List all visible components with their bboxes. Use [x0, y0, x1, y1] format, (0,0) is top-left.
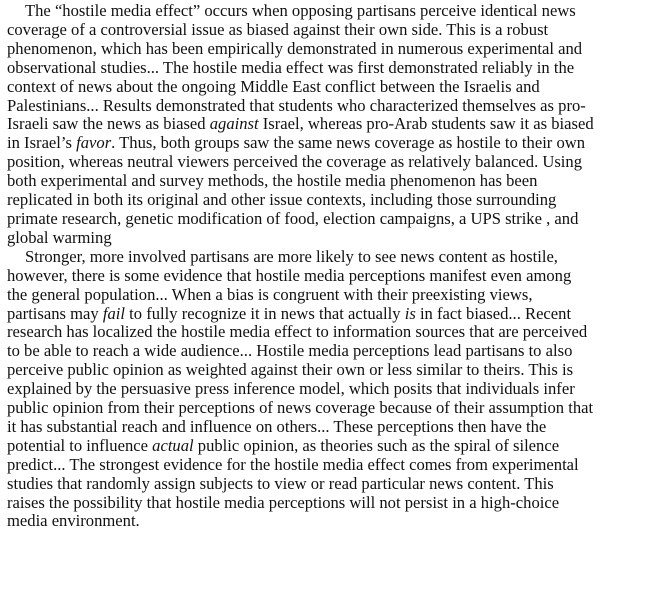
text-run: public opinion from their perceptions of news coverage because of their assumption that: [7, 398, 594, 418]
text-run: partisans may: [7, 303, 103, 323]
text-run: in Israel’s: [7, 133, 77, 153]
text-run: observational studies... The hostile media effect was first demonstrated reliably in the: [7, 57, 575, 77]
text-line: [7, 361, 665, 380]
text-line: [7, 512, 665, 531]
text-line: [7, 153, 665, 172]
text-line: [7, 210, 665, 229]
text-run: position, whereas neutral viewers perceived the coverage as relatively balanced. Using: [7, 152, 583, 172]
text-run: Israeli saw the news as biased: [7, 114, 210, 134]
text-line: [7, 342, 665, 361]
text-line: [7, 475, 665, 494]
text-run: to be able to reach a wide audience... Hostile media perceptions lead partisans to also: [7, 341, 573, 361]
emphasized-text: is: [404, 303, 416, 323]
text-line: [7, 418, 665, 437]
emphasized-text: actual: [152, 435, 194, 455]
text-run: coverage of a controversial issue as biased against their own side. This is a robust: [7, 19, 549, 39]
text-run: studies that randomly assign subjects to view or read particular news content. This: [7, 473, 554, 493]
text-line: [7, 380, 665, 399]
paragraph-hostile-media-definition: [7, 2, 665, 248]
text-run: Palestinians... Results demonstrated that students who characterized themselves as pro-: [7, 95, 586, 115]
text-line: [7, 229, 665, 248]
text-run: research has localized the hostile media effect to information sources that are perceived: [7, 322, 588, 342]
text-run: predict... The strongest evidence for the hostile media effect comes from experimental: [7, 454, 579, 474]
text-run: public opinion, as theories such as the spiral of silence: [193, 435, 560, 455]
paragraph-partisan-involvement: [7, 248, 665, 532]
text-line: [7, 40, 665, 59]
text-run: the general population... When a bias is congruent with their preexisting views,: [7, 284, 533, 304]
text-run: Israel, whereas pro-Arab students saw it as biased: [258, 114, 594, 134]
text-line: [7, 21, 665, 40]
text-line: [7, 456, 665, 475]
text-run: global warming: [7, 227, 112, 247]
text-run: in fact biased... Recent: [415, 303, 572, 323]
text-line: [7, 323, 665, 342]
text-run: context of news about the ongoing Middle East conflict between the Israelis and: [7, 76, 540, 96]
emphasized-text: against: [209, 114, 259, 134]
text-line: [7, 305, 665, 324]
text-line: [7, 172, 665, 191]
text-line: [7, 134, 665, 153]
text-run: perceive public opinion as weighted against their own or less similar to theirs. This is: [7, 360, 574, 380]
text-run: however, there is some evidence that hostile media perceptions manifest even among: [7, 265, 572, 285]
text-run: it has substantial reach and influence on others... These perceptions then have the: [7, 416, 547, 436]
text-run: to fully recognize it in news that actually: [125, 303, 405, 323]
text-run: The “hostile media effect” occurs when opposing partisans perceive identical news: [25, 1, 576, 20]
emphasized-text: fail: [102, 303, 125, 323]
text-line: [7, 78, 665, 97]
text-line: [7, 494, 665, 513]
text-run: phenomenon, which has been empirically demonstrated in numerous experimental and: [7, 38, 583, 58]
text-line: [7, 286, 665, 305]
text-run: potential to influence: [7, 435, 153, 455]
text-line: [7, 59, 665, 78]
emphasized-text: favor: [76, 133, 112, 153]
text-run: raises the possibility that hostile media perceptions will not persist in a high-choice: [7, 492, 560, 512]
text-line: [7, 97, 665, 116]
text-run: Stronger, more involved partisans are more likely to see news content as hostile,: [25, 246, 558, 266]
text-run: media environment.: [7, 511, 140, 531]
text-line: [7, 399, 665, 418]
text-line: [7, 267, 665, 286]
text-line: [7, 437, 665, 456]
text-run: explained by the persuasive press inference model, which posits that individuals infer: [7, 379, 575, 399]
text-run: replicated in both its original and other issue contexts, including those surrounding: [7, 190, 557, 210]
text-line: [7, 115, 665, 134]
text-line: [7, 191, 665, 210]
text-line: [7, 2, 665, 21]
text-run: primate research, genetic modification of food, election campaigns, a UPS strike , and: [7, 208, 579, 228]
text-run: both experimental and survey methods, the hostile media phenomenon has been: [7, 171, 538, 191]
text-run: . Thus, both groups saw the same news coverage as hostile to their own: [111, 133, 586, 153]
text-line: [7, 248, 665, 267]
